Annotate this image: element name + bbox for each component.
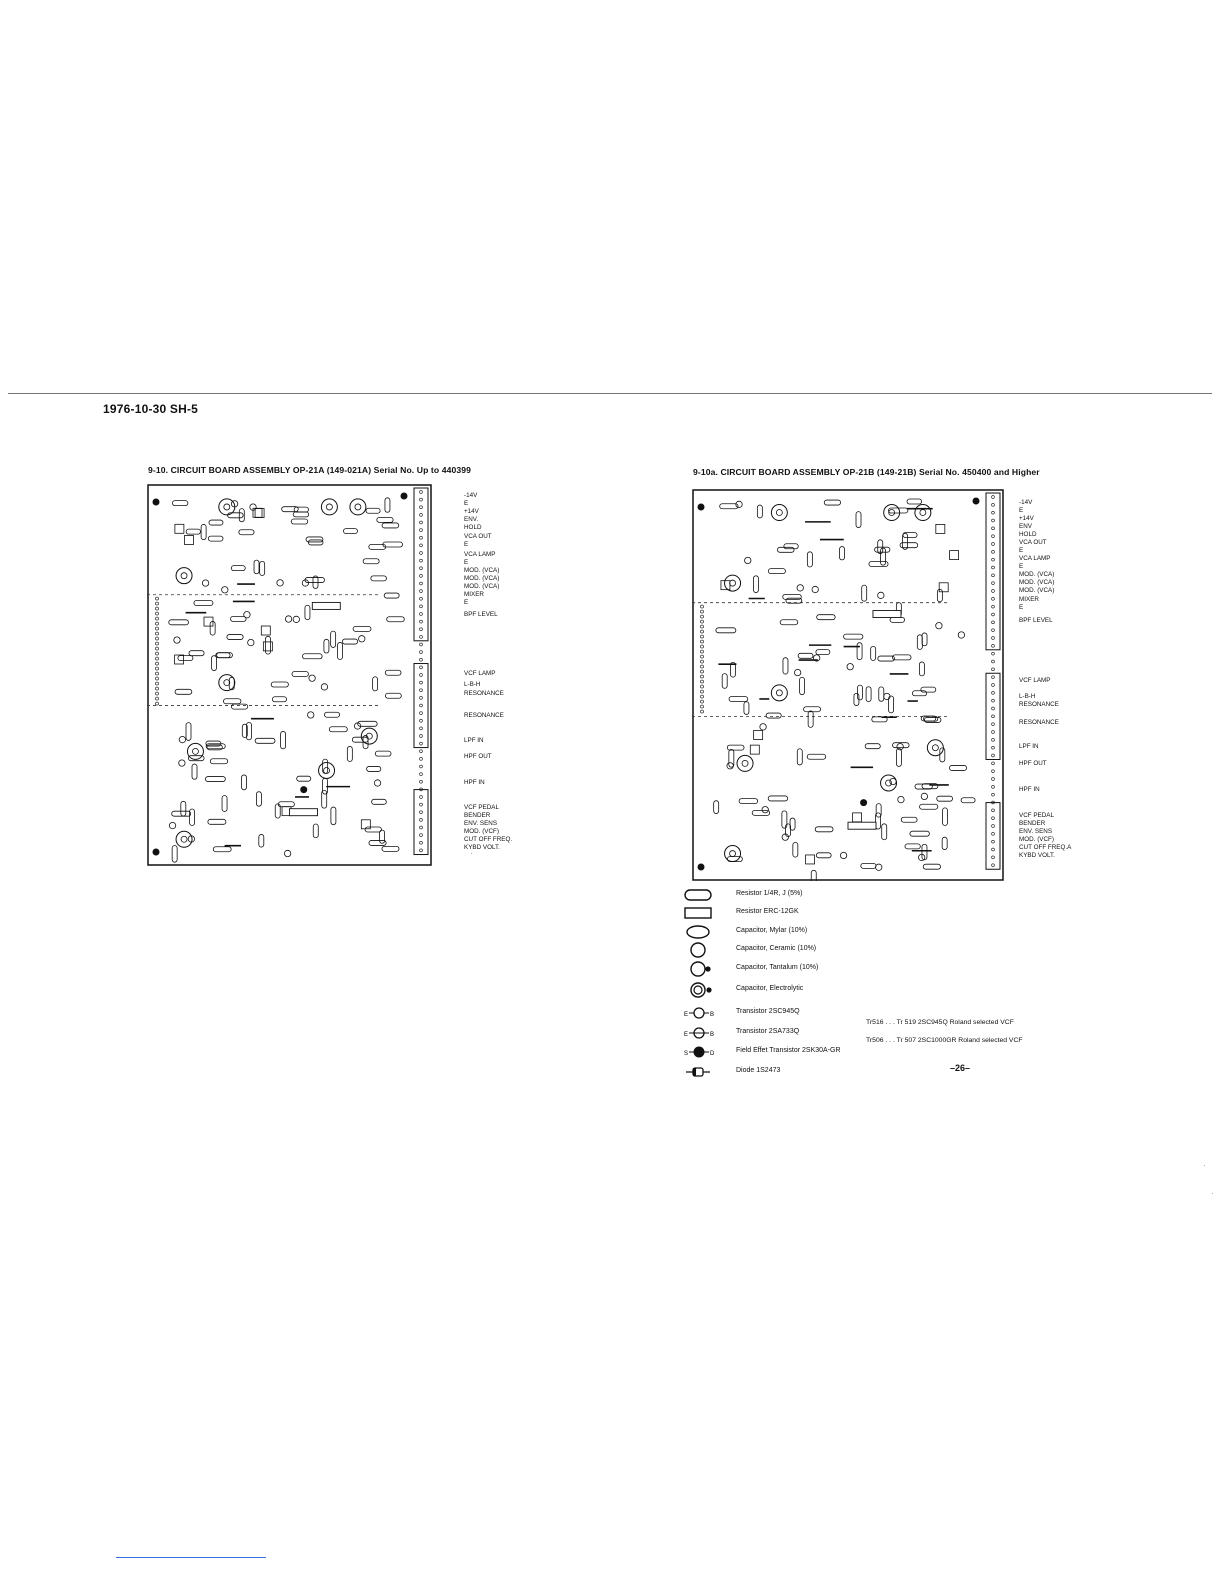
capacitor-mylar-icon	[684, 924, 728, 940]
legend-label: Capacitor, Mylar (10%)	[736, 927, 808, 934]
svg-text:D: D	[710, 1051, 715, 1057]
transistor-pnp-icon	[684, 1025, 728, 1041]
pin-label: HOLD	[464, 524, 482, 531]
mounting-hole	[860, 799, 867, 806]
pin-label: BENDER	[1019, 820, 1046, 827]
legend-row	[684, 961, 984, 977]
pin-label: VCF PEDAL	[464, 804, 499, 811]
legend-label: Field Effet Transistor 2SK30A-GR	[736, 1047, 841, 1054]
pin-label: LPF IN	[464, 737, 484, 744]
pin-label: VCA OUT	[1019, 539, 1047, 546]
legend-label: Resistor ERC-12GK	[736, 908, 799, 915]
mounting-hole	[300, 786, 307, 793]
section-title-op21a: 9-10. CIRCUIT BOARD ASSEMBLY OP-21A (149-021A) Serial No. Up to 440399	[148, 465, 471, 475]
pin-label: E	[1019, 547, 1024, 554]
mounting-hole	[153, 849, 160, 856]
legend-row	[684, 905, 984, 921]
mounting-hole	[153, 499, 160, 506]
pin-label: E	[1019, 507, 1024, 514]
pin-label: E	[464, 541, 469, 548]
capacitor-tantalum-icon	[684, 961, 728, 977]
circuit-board-op21a	[147, 484, 432, 866]
board-outline	[693, 490, 1003, 880]
pin-label: HOLD	[1019, 531, 1037, 538]
pin-label: L-B-H	[1019, 693, 1036, 700]
note-tr506: Tr506 . . . Tr 507 2SC1000GR Roland selected VCF	[866, 1037, 1023, 1044]
pin-label: VCA OUT	[464, 533, 492, 540]
pin-label: +14V	[1019, 515, 1034, 522]
pin-label: CUT OFF FREQ.A	[1019, 844, 1072, 851]
pin-label: HPF OUT	[1019, 760, 1047, 767]
pin-label: BPF LEVEL	[1019, 617, 1053, 624]
scan-speck	[1204, 1165, 1205, 1166]
legend-label: Capacitor, Tantalum (10%)	[736, 964, 819, 971]
ic-chip	[873, 611, 901, 618]
legend-label: Capacitor, Electrolytic	[736, 985, 804, 992]
top-rule	[8, 393, 1212, 394]
legend-row	[684, 982, 984, 998]
pin-label: MOD. (VCA)	[464, 575, 500, 582]
pin-label: E	[464, 559, 469, 566]
svg-text:E: E	[684, 1032, 689, 1038]
pin-label: BPF LEVEL	[464, 611, 498, 618]
pin-label: -14V	[464, 492, 478, 499]
ic-chip	[290, 809, 318, 816]
pin-label: VCF LAMP	[464, 670, 496, 677]
pin-label: E	[464, 500, 469, 507]
pin-label: HPF IN	[464, 779, 485, 786]
mounting-hole	[973, 498, 980, 505]
resistor-erc-icon	[684, 905, 728, 921]
pin-label: ENV. SENS	[464, 820, 498, 827]
svg-text:B: B	[710, 1012, 715, 1018]
pin-label: VCA LAMP	[464, 551, 496, 558]
legend-row	[684, 1044, 984, 1060]
pin-label: MOD. (VCA)	[1019, 579, 1055, 586]
circuit-board-op21b	[692, 489, 1004, 881]
pin-label: KYBD VOLT.	[464, 844, 500, 851]
legend-row	[684, 1064, 984, 1080]
mounting-hole	[401, 493, 408, 500]
pin-label: CUT OFF FREQ.	[464, 836, 513, 843]
legend-label: Diode 1S2473	[736, 1067, 781, 1074]
pin-label: L-B-H	[464, 681, 481, 688]
pin-label: ENV	[1019, 523, 1032, 530]
bottom-link-line	[116, 1557, 266, 1558]
diode-icon	[684, 1064, 728, 1080]
transistor-npn-icon	[684, 1005, 728, 1021]
pin-label: E	[464, 599, 469, 606]
pin-label: HPF OUT	[464, 753, 492, 760]
pin-label: RESONANCE	[1019, 719, 1059, 726]
pin-label: VCF PEDAL	[1019, 812, 1054, 819]
pin-label: MOD. (VCA)	[464, 583, 500, 590]
pin-label: HPF IN	[1019, 786, 1040, 793]
ic-chip	[848, 822, 876, 829]
svg-text:S: S	[684, 1051, 689, 1057]
pin-label: MOD. (VCA)	[1019, 587, 1055, 594]
pin-label: LPF IN	[1019, 743, 1039, 750]
pin-label: -14V	[1019, 499, 1033, 506]
pin-label: MIXER	[1019, 596, 1039, 603]
pin-label: MOD. (VCF)	[464, 828, 499, 835]
mounting-hole	[698, 864, 705, 871]
pin-label: MOD. (VCA)	[464, 567, 500, 574]
component-legend	[684, 887, 984, 1102]
pin-label: RESONANCE	[464, 712, 504, 719]
legend-label: Transistor 2SC945Q	[736, 1008, 800, 1015]
note-tr516: Tr516 . . . Tr 519 2SC945Q Roland selected VCF	[866, 1019, 1014, 1026]
page-header: 1976-10-30 SH-5	[103, 402, 199, 416]
pin-label: E	[1019, 563, 1024, 570]
resistor-quarter-watt-icon	[684, 887, 728, 903]
svg-text:E: E	[684, 1012, 689, 1018]
pin-label: RESONANCE	[1019, 701, 1059, 708]
pin-label: MIXER	[464, 591, 484, 598]
scan-speck	[471, 853, 472, 854]
pin-label: MOD. (VCA)	[1019, 571, 1055, 578]
legend-label: Transistor 2SA733Q	[736, 1028, 800, 1035]
ic-chip	[312, 602, 340, 609]
section-title-op21b: 9-10a. CIRCUIT BOARD ASSEMBLY OP-21B (149-21B) Serial No. 450400 and Higher	[693, 467, 1040, 477]
legend-row	[684, 942, 984, 958]
legend-row	[684, 887, 984, 903]
pin-label: VCA LAMP	[1019, 555, 1051, 562]
mounting-hole	[698, 504, 705, 511]
fet-icon	[684, 1044, 728, 1060]
board-artwork	[692, 489, 1004, 881]
pin-label: ENV.	[464, 516, 479, 523]
legend-label: Resistor 1/4R, J (5%)	[736, 890, 803, 897]
capacitor-ceramic-icon	[684, 942, 728, 958]
legend-row	[684, 924, 984, 940]
page-number: –26–	[950, 1063, 971, 1073]
pin-label: +14V	[464, 508, 479, 515]
scan-speck	[1212, 1193, 1213, 1194]
pin-label: VCF LAMP	[1019, 677, 1051, 684]
pin-label: KYBD VOLT.	[1019, 852, 1055, 859]
pin-label: E	[1019, 604, 1024, 611]
pin-label: RESONANCE	[464, 690, 504, 697]
svg-text:B: B	[710, 1032, 715, 1038]
pin-label: ENV. SENS	[1019, 828, 1053, 835]
board-artwork	[147, 484, 432, 866]
pin-label: BENDER	[464, 812, 491, 819]
capacitor-electrolytic-icon	[684, 982, 728, 998]
pin-label: MOD. (VCF)	[1019, 836, 1054, 843]
legend-label: Capacitor, Ceramic (10%)	[736, 945, 817, 952]
